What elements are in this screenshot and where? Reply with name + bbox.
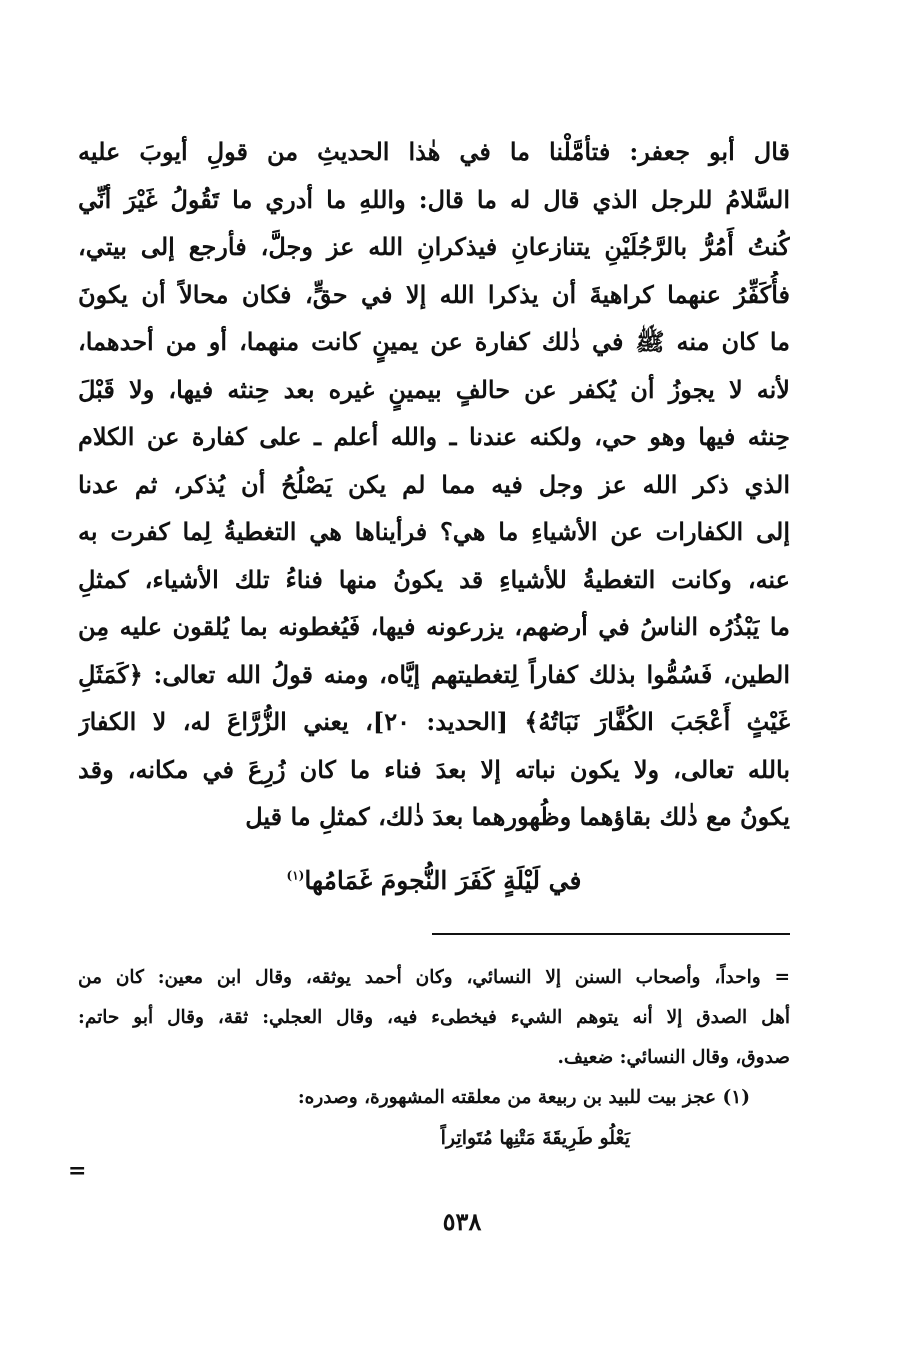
text-line: غَيْثٍ أَعْجَبَ الكُفَّارَ نَبَاتُهُ﴾ [الحديد: ٢٠]، يعني الزُّرَّاعَ له، لا الكفارَ [78,707,790,736]
footnote-continued-line: صدوق، وقال النسائي: ضعيف. [557,1047,790,1068]
text-line: الذي ذكر الله عز وجل فيه مما لم يكن يَصْلُحُ أن يُذكر، ثم عدنا [78,469,790,499]
footnote-marker[interactable]: (١) [286,868,305,883]
text-line: فأُكَفِّرُ عنهما كراهيةَ أن يذكرا الله إلا في حقٍّ، فكان محالاً أن يكونَ [78,279,790,309]
text-line: حِنثه فيها وهو حي، ولكنه عندنا ـ والله أعلم ـ على كفارة عن الكلام [78,422,790,451]
main-text [78,128,790,841]
page-number: ٥٣٨ [442,1207,482,1236]
verse-text: في لَيْلَةٍ كَفَرَ النُّجومَ غَمَامُها [304,866,582,895]
text-line: إلى الكفارات عن الأشياءِ ما هي؟ فرأيناها هي التغطيةُ لِما كفرت به [78,517,790,546]
text-line: ما يَبْذُرُه الناسُ في أرضهم، يزرعونه فيها، فَيُغطونه بما يُلقون عليه مِن [78,612,790,641]
text-line: لأنه لا يجوزُ أن يُكفر عن حالفٍ بيمينٍ غيره بعد حِنثه فيها، ولا قَبْلَ [78,374,790,404]
footnote-1-verse: يَعْلُو طَرِيقَةَ مَتْنِها مُتَواتِراً [440,1127,630,1149]
footnote-continued-line: أهل الصدق إلا أنه يتوهم الشيء فيخطىء فيه، وقال العجلي: ثقة، وقال أبو حاتم: [78,1007,790,1028]
text-line: يكونُ مع ذٰلك بقاؤهما وظُهورهما بعدَ ذٰلك، كمثلِ ما قيل [245,802,790,831]
text-line: عنه، وكانت التغطيةُ للأشياءِ قد يكونُ منها فناءُ تلك الأشياء، كمثلِ [78,564,790,594]
text-line: السَّلامُ للرجل الذي قال له ما قال: واللهِ ما أدري ما تَقُولُ غَيْرَ أنِّي [78,184,790,214]
footnote-continued-line: = واحداً، وأصحاب السنن إلا النسائي، وكان أحمد يوثقه، وقال ابن معين: كان من [78,967,790,988]
text-line: قال أبو جعفر: فتأمَّلْنا ما في هٰذا الحديثِ من قولِ أيوبَ عليه [78,137,790,166]
footnote-1: (١) عجز بيت للبيد بن ربيعة من معلقته المشهورة، وصدره: [297,1087,750,1108]
text-line: الطين، فَسُمُّوا بذلك كفاراً لِتغطيتهم إيَّاه، ومنه قولُ الله تعالى: ﴿كَمَثَلِ [78,659,790,689]
footnotes [78,958,790,1158]
continuation-mark: = [68,1158,87,1184]
footnote-separator [432,933,790,935]
text-line: كُنتُ أَمُرُّ بالرَّجُلَيْنِ يتنازعانِ فيذكرانِ الله عز وجلَّ، فأرجع إلى بيتي، [78,232,790,261]
text-line: ما كان منه ﷺ في ذٰلك كفارة عن يمينٍ كانت منهما، أو من أحدهما، [78,327,790,356]
text-line: بالله تعالى، ولا يكون نباته إلا بعدَ فناء ما كان زُرِعَ في مكانه، وقد [78,754,790,784]
poetry-verse [78,866,790,895]
